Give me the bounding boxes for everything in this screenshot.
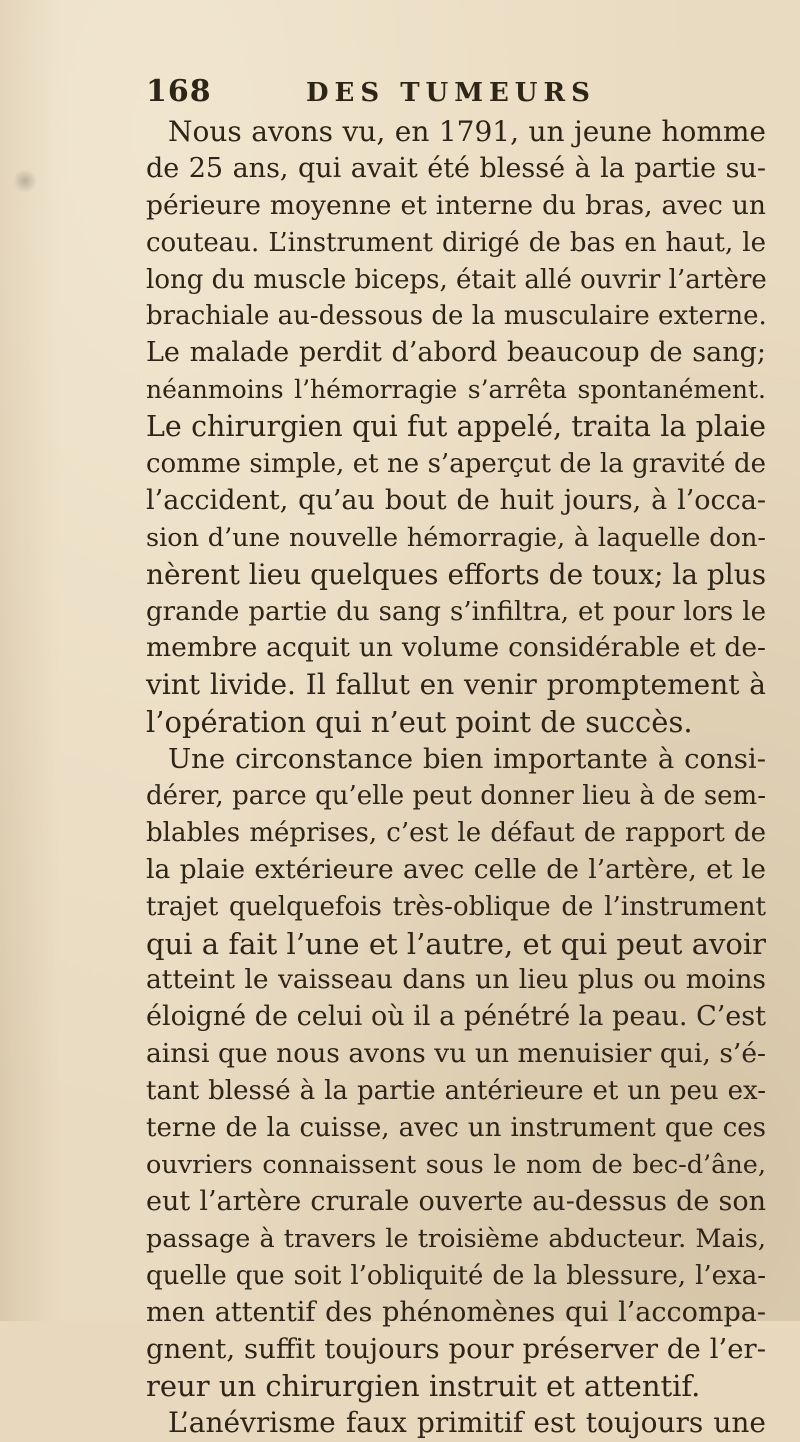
text-line: eut l’artère crurale ouverte au-dessus de son	[146, 1185, 766, 1217]
text-line: qui a fait l’une et l’autre, et qui peut avoir	[146, 926, 766, 961]
text-line: Le chirurgien qui fut appelé, traita la plaie	[146, 410, 766, 444]
text-line: terne de la cuisse, avec un instrument que ces	[146, 1113, 766, 1144]
text-line: sion d’une nouvelle hémorragie, à laquelle don-	[146, 522, 766, 553]
text-line: reur un chirurgien instruit et attentif.	[146, 1369, 701, 1404]
text-line: passage à travers le troisième abducteur. Mais,	[146, 1223, 766, 1254]
text-line: long du muscle biceps, était allé ouvrir l’artère	[146, 264, 767, 295]
text-line: grande partie du sang s’infiltra, et pour lors le	[146, 596, 766, 627]
page-number: 168	[146, 74, 212, 109]
text-line: gnent, suffit toujours pour préserver de l’er-	[146, 1333, 766, 1366]
text-line: membre acquit un volume considérable et de-	[146, 632, 766, 664]
text-line: couteau. L’instrument dirigé de bas en haut, le	[146, 227, 766, 258]
paper-stain	[12, 170, 38, 192]
text-line: Nous avons vu, en 1791, un jeune homme	[168, 115, 766, 148]
text-line: men attentif des phénomènes qui l’accompa-	[146, 1296, 766, 1328]
text-line: L’anévrisme faux primitif est toujours une	[168, 1406, 766, 1440]
body-text	[146, 114, 766, 1442]
text-line: nèrent lieu quelques efforts de toux; la plus	[146, 557, 767, 591]
text-line: tant blessé à la partie antérieure et un peu ex-	[146, 1076, 766, 1107]
text-line: blables méprises, c’est le défaut de rapport de	[146, 817, 766, 848]
text-line: néanmoins l’hémorragie s’arrêta spontanément.	[146, 375, 766, 405]
text-line: atteint le vaisseau dans un lieu plus ou moins	[146, 964, 766, 996]
text-line: ouvriers connaissent sous le nom de bec-d’âne,	[146, 1149, 766, 1180]
text-line: dérer, parce qu’elle peut donner lieu à de sem-	[146, 781, 766, 812]
text-line: Le malade perdit d’abord beaucoup de sang;	[146, 337, 766, 369]
text-line: trajet quelquefois très-oblique de l’instrument	[146, 891, 766, 922]
text-line: de 25 ans, qui avait été blessé à la partie su-	[146, 152, 766, 184]
text-line: comme simple, et ne s’aperçut de la gravité de	[146, 449, 766, 480]
text-line: quelle que soit l’obliquité de la blessure, l’exa-	[146, 1260, 766, 1291]
text-line: l’accident, qu’au bout de huit jours, à l’occa-	[146, 484, 766, 516]
text-line: ainsi que nous avons vu un menuisier qui, s’é-	[146, 1038, 766, 1070]
text-line: éloigné de celui où il a pénétré la peau. C’est	[146, 1001, 766, 1033]
page-header	[146, 74, 706, 114]
text-line: la plaie extérieure avec celle de l’artère, et le	[146, 853, 766, 885]
running-title: DES TUMEURS	[306, 78, 596, 108]
text-line: Une circonstance bien importante à consi-	[168, 743, 766, 776]
text-line: l’opération qui n’eut point de succès.	[146, 705, 693, 740]
text-line: périeure moyenne et interne du bras, avec un	[146, 189, 766, 221]
text-line: brachiale au-dessous de la musculaire externe.	[146, 301, 767, 332]
text-line: vint livide. Il fallut en venir promptement à	[146, 668, 766, 702]
